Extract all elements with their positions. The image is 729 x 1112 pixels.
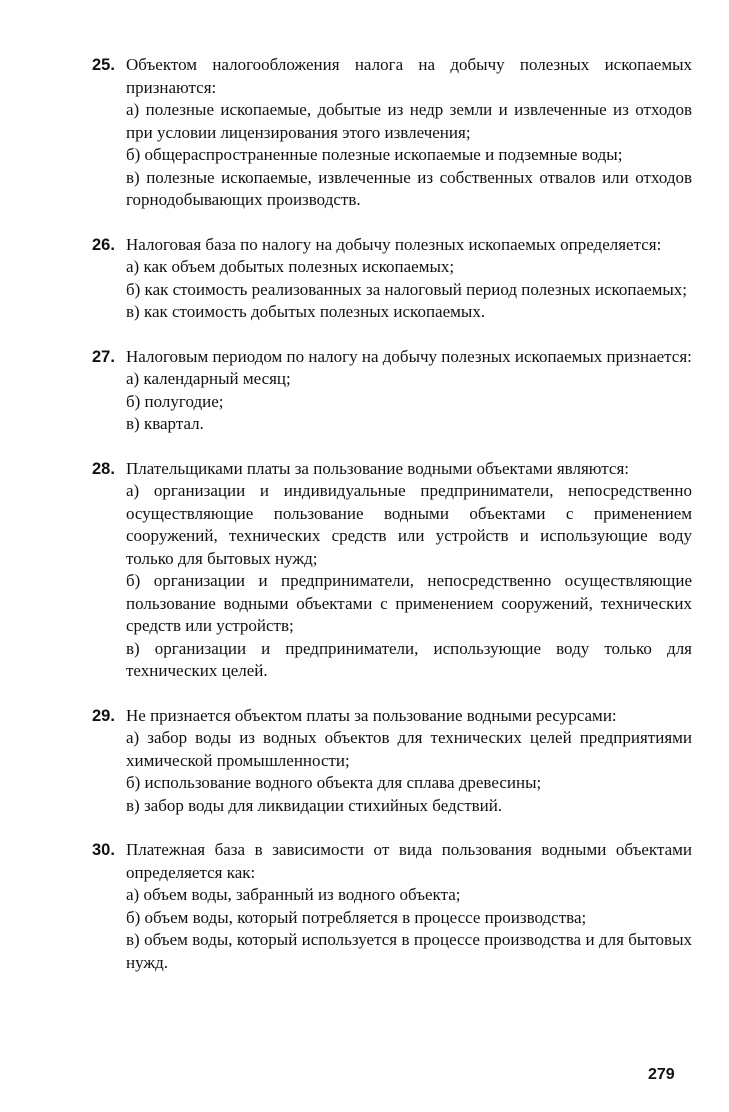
answer-option: в) забор воды для ликвидации стихийных бедствий. bbox=[126, 795, 503, 815]
answer-option: в) полезные ископаемые, извлеченные из собственных отвалов или отходов горнодобывающих производств. bbox=[126, 167, 692, 209]
answer-option: а) календарный месяц; bbox=[126, 369, 291, 388]
question-text: Платежная база в зависимости от вида пользования водными объектами определяется как: bbox=[126, 840, 692, 882]
answer-option: б) объем воды, который потребляется в процессе производства; bbox=[126, 907, 587, 927]
question-number: 27. bbox=[92, 347, 115, 366]
answer-option: в) организации и предприниматели, использующие воду только для технических целей. bbox=[126, 638, 692, 680]
answer-option: в) как стоимость добытых полезных ископаемых. bbox=[126, 302, 486, 321]
answer-option: а) забор воды из водных объектов для технических целей предприятиями химической промышленности; bbox=[126, 728, 692, 770]
answer-option: б) полугодие; bbox=[126, 391, 224, 411]
question-text: Объектом налогообложения налога на добычу полезных ископаемых признаются: bbox=[126, 55, 692, 97]
answer-option: б) использование водного объекта для сплава древесины; bbox=[126, 773, 542, 792]
answer-option: а) объем воды, забранный из водного объекта; bbox=[126, 885, 461, 904]
question-number: 26. bbox=[92, 235, 115, 254]
question-text: Не признается объектом платы за пользование водными ресурсами: bbox=[126, 705, 617, 725]
answer-option: в) квартал. bbox=[126, 414, 204, 433]
question-block bbox=[92, 839, 692, 974]
question-text: Налоговая база по налогу на добычу полезных ископаемых определяется: bbox=[126, 234, 662, 254]
question-block bbox=[92, 705, 692, 818]
question-number: 25. bbox=[92, 56, 115, 74]
answer-option: а) как объем добытых полезных ископаемых; bbox=[126, 257, 455, 276]
answer-option: а) полезные ископаемые, добытые из недр земли и извлеченные из отходов при условии лицензирования этого извлечения; bbox=[126, 100, 692, 142]
question-number: 29. bbox=[92, 706, 115, 725]
answer-option: в) объем воды, который используется в процессе производства и для бытовых нужд. bbox=[126, 930, 692, 972]
answer-option: б) как стоимость реализованных за налоговый период полезных ископаемых; bbox=[126, 279, 687, 299]
answer-option: б) общераспространенные полезные ископаемые и подземные воды; bbox=[126, 145, 623, 164]
page-number: 279 bbox=[648, 1066, 675, 1083]
question-block bbox=[92, 234, 692, 324]
question-text: Плательщиками платы за пользование водными объектами являются: bbox=[126, 458, 629, 478]
question-number: 30. bbox=[92, 841, 115, 859]
answer-option: б) организации и предприниматели, непосредственно осуществляющие пользование водными объектами с применением сооружений, технических средств или устройств; bbox=[126, 571, 692, 635]
answer-option: а) организации и индивидуальные предприниматели, непосредственно осуществляющие пользование водными объектами с применением сооружений, технических средств или устройств и использующие воду только для бытовых нужд; bbox=[126, 481, 692, 568]
question-text: Налоговым периодом по налогу на добычу полезных ископаемых признается: bbox=[126, 346, 692, 366]
question-number: 28. bbox=[92, 459, 115, 478]
question-block bbox=[92, 346, 692, 436]
question-block bbox=[92, 54, 692, 212]
question-list bbox=[92, 54, 692, 996]
question-block bbox=[92, 458, 692, 683]
